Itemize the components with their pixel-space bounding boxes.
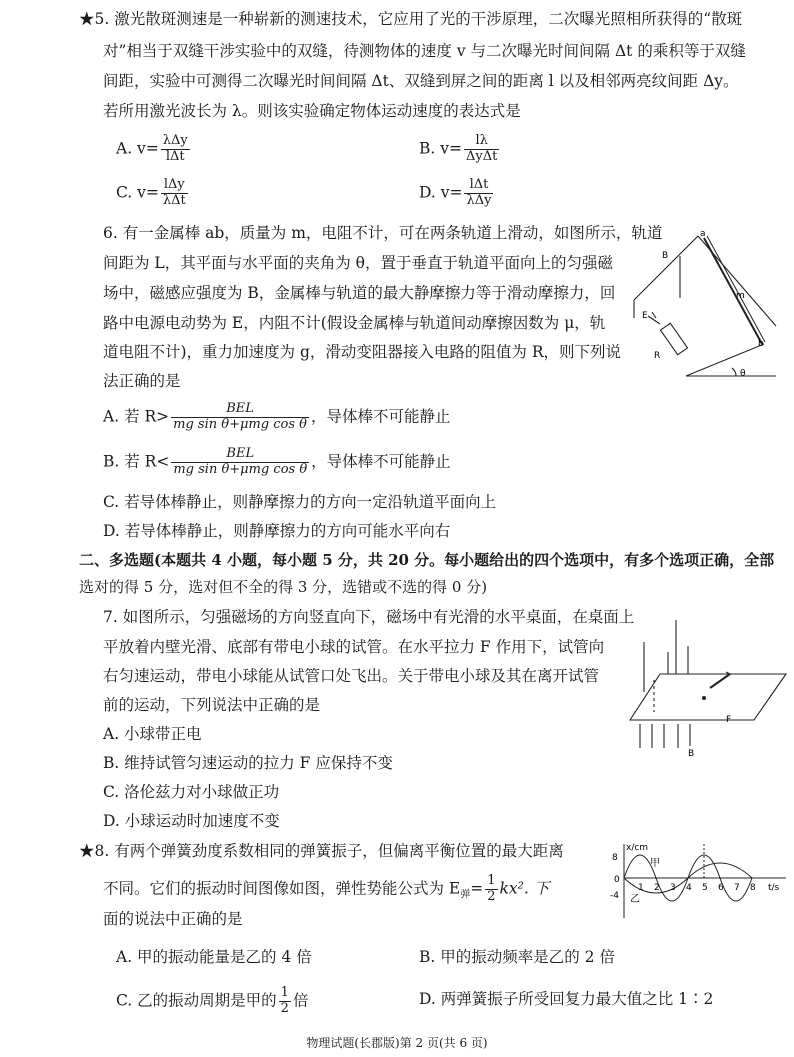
q8-line-3: 面的说法中正确的是 (103, 910, 243, 928)
graph-xtick-1: 1 (638, 883, 644, 893)
q6-option-c: C. 若导体棒静止，则静摩擦力的方向一定沿轨道平面向上 (103, 493, 497, 511)
test-tube (710, 674, 730, 688)
q7-tube-figure (626, 612, 788, 762)
q7-line-2: 平放着内壁光滑、底部有带电小球的试管。在水平拉力 F 作用下，试管向 (103, 638, 605, 656)
section2-heading-2: 选对的得 5 分，选对但不全的得 3 分，选错或不选的得 0 分) (79, 578, 488, 596)
section2-heading-1: 二、多选题(本题共 4 小题，每小题 5 分，共 20 分。每小题给出的四个选项中，有多个选项正确，全部 (79, 551, 775, 569)
q7-line-4: 前的运动，下列说法中正确的是 (103, 696, 321, 714)
graph-xtick-3: 3 (670, 883, 676, 893)
graph-ytick-8: 8 (612, 853, 618, 863)
q6-line-1: 6. 有一金属棒 ab，质量为 m，电阻不计，可在两条轨道上滑动，如图所示，轨道 (103, 224, 663, 242)
fig7-label-B: B (688, 749, 695, 759)
q6-option-b: B. 若 R< $\frac{\text{BEL}}{\text{mg sin θ+μmg cos θ}}$ ，导体棒不可能静止 (103, 446, 451, 477)
fig6-label-E: E (642, 311, 648, 321)
graph-label-jia: 甲 (650, 858, 660, 869)
q8-option-c: C. 乙的振动周期是甲的 $\frac{1}{2}$ 倍 (116, 985, 309, 1016)
q6-rail-figure (628, 228, 778, 388)
rail-upper-left (634, 236, 698, 300)
q6-option-d: D. 若导体棒静止，则静摩擦力的方向可能水平向右 (103, 522, 451, 540)
fig6-label-b: b (758, 339, 764, 349)
q8-option-d: D. 两弹簧振子所受回复力最大值之比 1∶2 (419, 990, 714, 1008)
q5-line-3: 间距，实验中可测得二次曝光时间间隔 Δt、双缝到屏之间的距离 l 以及相邻两亮纹间距 Δy。 (103, 72, 739, 90)
fig6-label-theta: θ (740, 369, 746, 379)
table-plane (630, 674, 786, 720)
graph-xtick-6: 6 (718, 883, 724, 893)
q5-option-c: C. v= $\frac{\text{lΔy}}{\text{λΔt}}$ (116, 177, 186, 208)
q5-option-d: D. v= $\frac{\text{lΔt}}{\text{λΔy}}$ (419, 177, 492, 208)
q7-option-c: C. 洛伦兹力对小球做正功 (103, 783, 280, 801)
q8-option-b: B. 甲的振动频率是乙的 2 倍 (419, 948, 615, 966)
metal-rod (704, 238, 762, 344)
fig6-label-R: R (654, 351, 661, 361)
q7-line-1: 7. 如图所示，匀强磁场的方向竖直向下，磁场中有光滑的水平桌面，在桌面上 (103, 608, 635, 626)
fig6-label-a: a (700, 229, 706, 239)
q5-line-1: ★5. 激光散斑测速是一种崭新的测速技术，它应用了光的干涉原理，二次曝光照相所获得的“散斑 (79, 10, 743, 28)
graph-xlabel: t/s (768, 883, 780, 893)
fig7-label-F: F (726, 715, 732, 725)
graph-label-yi: 乙 (630, 894, 640, 905)
q7-option-d: D. 小球运动时加速度不变 (103, 812, 280, 830)
graph-xtick-8: 8 (750, 883, 756, 893)
graph-xtick-4: 4 (686, 883, 692, 893)
q7-option-a: A. 小球带正电 (103, 725, 202, 743)
graph-xtick-5: 5 (702, 883, 708, 893)
fig6-label-B: B (662, 251, 669, 261)
fig6-label-m: m (736, 291, 745, 301)
q6-line-5: 道电阻不计)，重力加速度为 g，滑动变阻器接入电路的阻值为 R，则下列说 (103, 343, 621, 361)
q5-option-b: B. v= $\frac{l\lambda}{\text{ΔyΔt}}$ (419, 133, 498, 164)
page-footer: 物理试题(长郡版)第 2 页(共 6 页) (306, 1036, 488, 1050)
q6-line-4: 路中电源电动势为 E，内阻不计(假设金属棒与轨道间动摩擦因数为 μ，轨 (103, 314, 606, 332)
graph-ylabel: x/cm (626, 843, 649, 853)
q5-option-a: A. v= $\frac{\text{λΔy}}{\text{lΔt}}$ (116, 133, 188, 164)
q7-line-3: 右匀速运动，带电小球能从试管口处飞出。关于带电小球及其在离开试管 (103, 667, 600, 685)
q8-line-2: 不同。它们的振动时间图像如图，弹性势能公式为 $E_弹=$ $\frac{1}{2}$ kx². 下 (103, 873, 550, 904)
q5-line-4: 若所用激光波长为 λ。则该实验确定物体运动速度的表达式是 (103, 102, 521, 120)
q8-line-1: ★8. 有两个弹簧劲度系数相同的弹簧振子，但偏离平衡位置的最大距离 (79, 842, 564, 860)
q6-option-a: A. 若 R> $\frac{\text{BEL}}{\text{mg sin θ+μmg cos θ}}$ ，导体棒不可能静止 (103, 401, 451, 432)
graph-ytick-0: 0 (614, 875, 620, 885)
graph-xtick-7: 7 (734, 883, 740, 893)
q8-vibration-graph (604, 838, 790, 924)
graph-ytick-neg4: -4 (610, 891, 619, 901)
q5-line-2: 对”相当于双缝干涉实验中的双缝，待测物体的速度 v 与二次曝光时间间隔 Δt 的乘积等于双缝 (103, 42, 746, 60)
graph-xtick-2: 2 (654, 883, 660, 893)
q7-option-b: B. 维持试管匀速运动的拉力 F 应保持不变 (103, 754, 393, 772)
q6-line-6: 法正确的是 (103, 372, 181, 390)
q8-option-a: A. 甲的振动能量是乙的 4 倍 (116, 948, 312, 966)
q6-line-2: 间距为 L，其平面与水平面的夹角为 θ，置于垂直于轨道平面向上的匀强磁 (103, 254, 613, 272)
q6-line-3: 场中，磁感应强度为 B，金属棒与轨道的最大静摩擦力等于滑动摩擦力，回 (103, 284, 616, 302)
